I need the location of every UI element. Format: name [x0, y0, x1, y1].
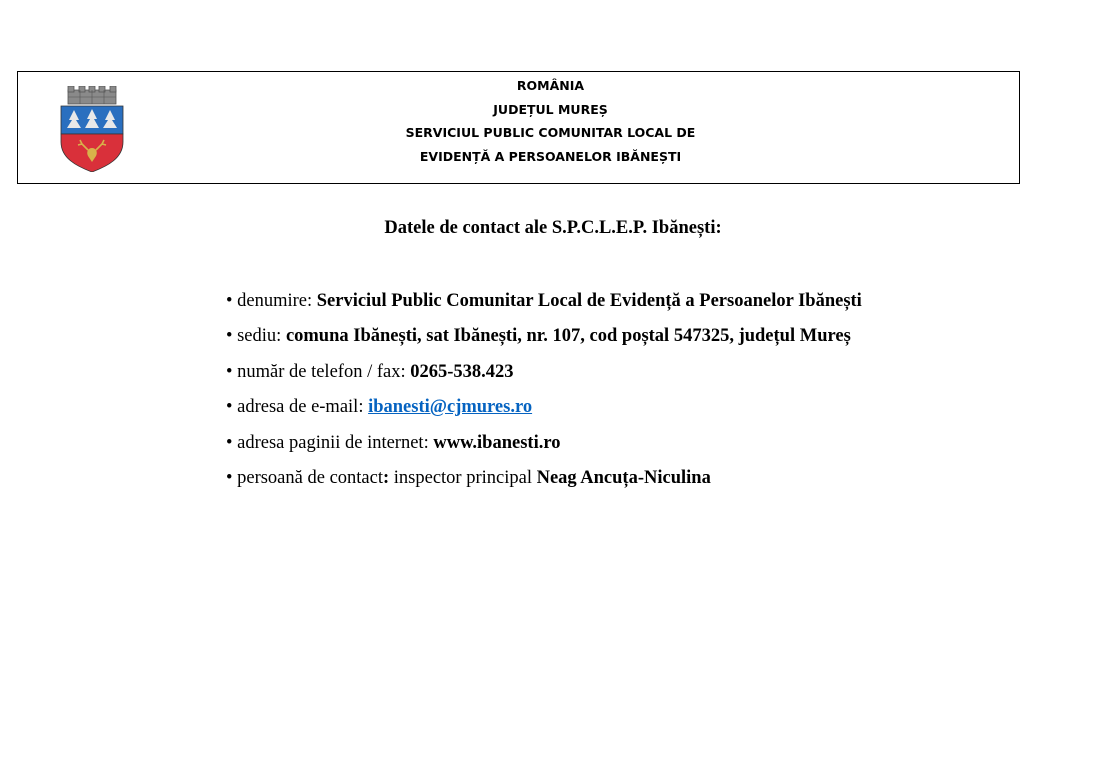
header-box [17, 71, 1020, 184]
contact-label: număr de telefon / fax: [232, 361, 411, 382]
contact-role: inspector principal [389, 467, 537, 488]
header-service-line-2: EVIDENȚĂ A PERSOANELOR IBĂNEȘTI [419, 148, 682, 164]
contact-email-item [226, 394, 862, 429]
contact-address-item [226, 323, 862, 358]
contact-label: sediu: [232, 326, 286, 347]
page-title: Datele de contact ale S.P.C.L.E.P. Ibănești: [384, 218, 722, 238]
email-link[interactable]: ibanesti@cjmures.ro [368, 397, 533, 418]
contact-value: Neag Ancuța-Niculina [536, 467, 711, 488]
contact-value: www.ibanesti.ro [433, 432, 561, 453]
bullet: • [226, 326, 233, 347]
contact-value: 0265-538.423 [410, 361, 514, 382]
contact-phone-item [226, 359, 862, 394]
bullet: • [226, 361, 233, 382]
contact-label: denumire: [232, 291, 317, 311]
contact-list [226, 288, 862, 500]
bullet: • [226, 291, 233, 311]
contact-website-item [226, 430, 862, 465]
bullet: • [226, 467, 233, 488]
header-text [18, 74, 1019, 168]
contact-value: Serviciul Public Comunitar Local de Evidență a Persoanelor Ibănești [316, 291, 862, 311]
contact-colon: : [382, 467, 390, 488]
bullet: • [226, 397, 233, 418]
contact-person-item [226, 465, 862, 500]
header-service-line-1: SERVICIUL PUBLIC COMUNITAR LOCAL DE [405, 125, 696, 140]
contact-value: comuna Ibănești, sat Ibănești, nr. 107, cod poștal 547325, județul Mureș [285, 326, 851, 347]
contact-label: adresa paginii de internet: [232, 432, 434, 453]
contact-label: persoană de contact [232, 467, 383, 488]
bullet: • [226, 432, 233, 453]
header-country: ROMÂNIA [516, 78, 585, 93]
contact-label: adresa de e-mail: [232, 397, 369, 418]
contact-name-item [226, 288, 862, 323]
header-county: JUDEȚUL MUREȘ [493, 101, 608, 117]
